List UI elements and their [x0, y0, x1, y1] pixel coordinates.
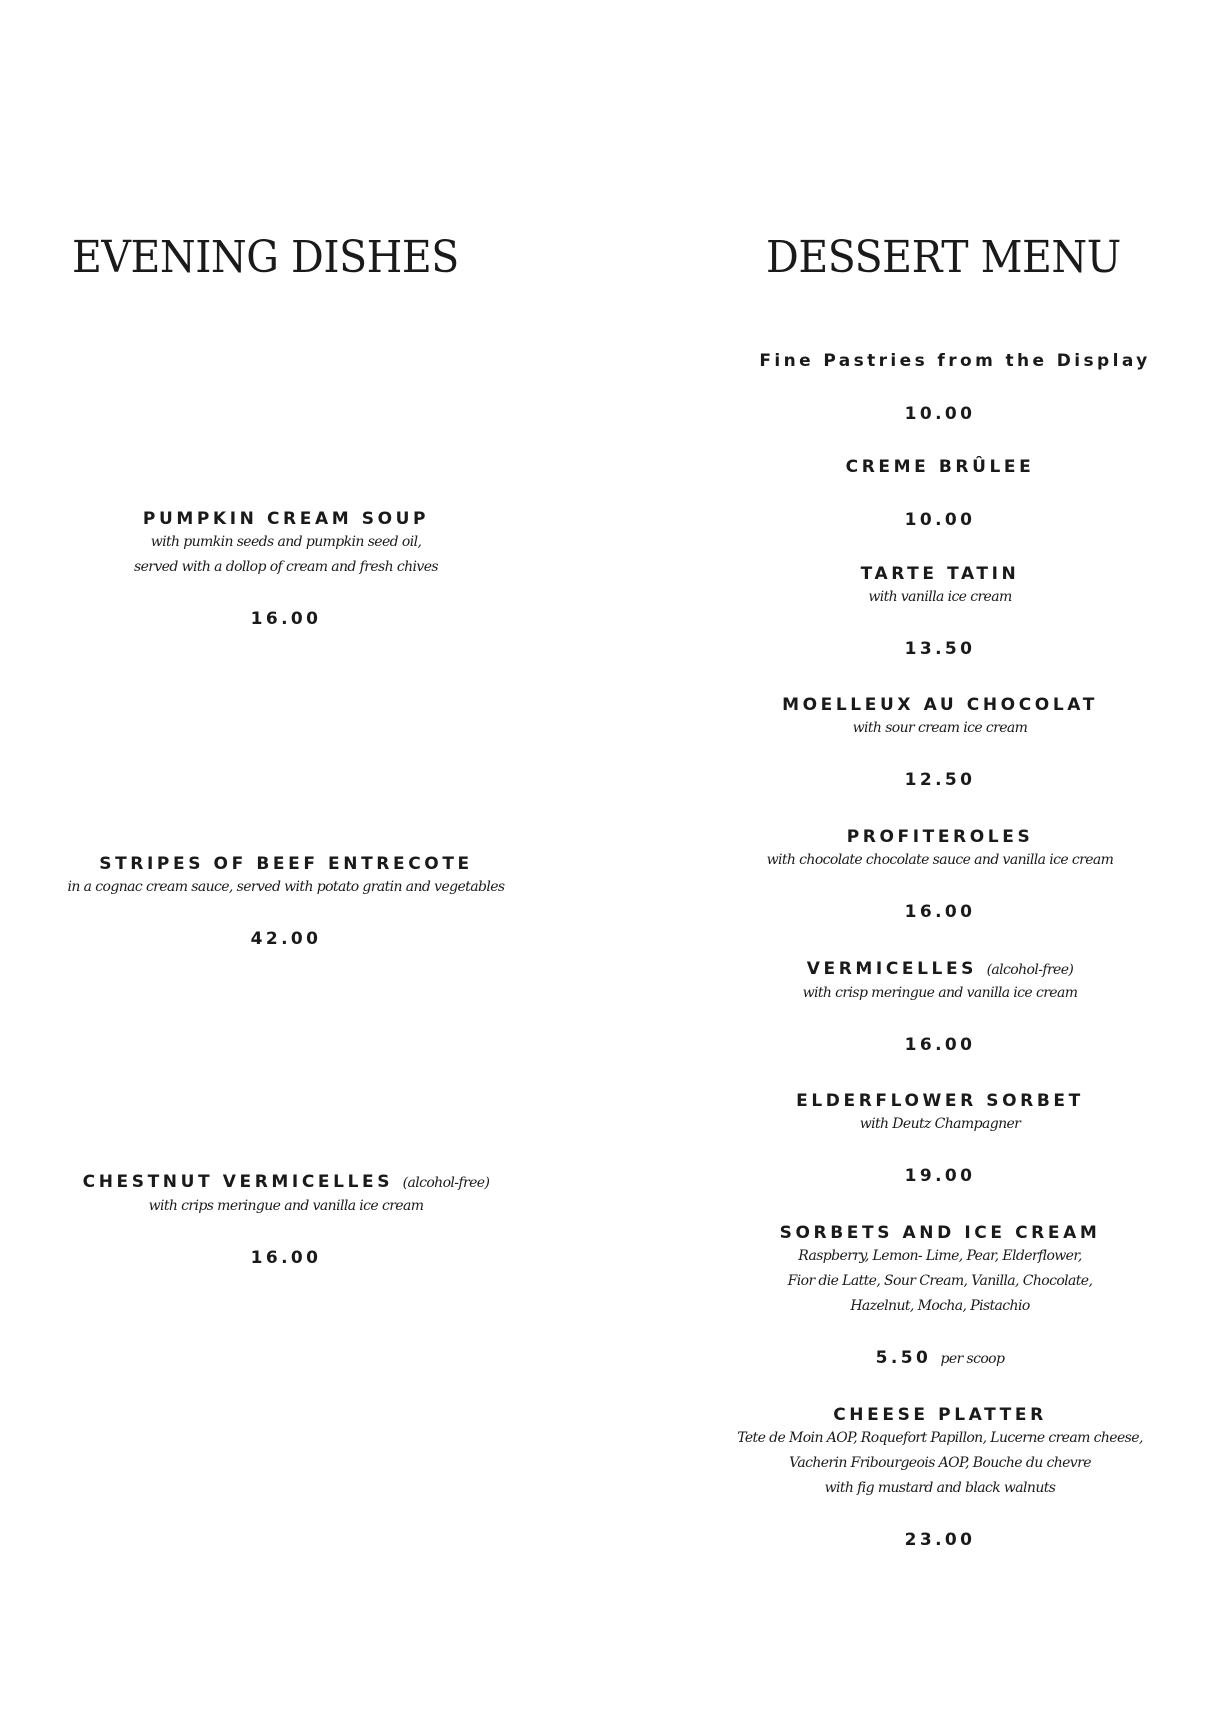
- item-description: with pumkin seeds and pumpkin seed oil,: [150, 534, 422, 550]
- menu-item-vermicelles: [700, 958, 1180, 1056]
- item-price: 16.00: [904, 1035, 976, 1055]
- item-description: with Deutz Champagner: [859, 1116, 1021, 1132]
- item-price: 10.00: [904, 404, 976, 424]
- item-description: Raspberry, Lemon- Lime, Pear, Elderflower,: [798, 1248, 1082, 1264]
- item-description: with crisp meringue and vanilla ice cream: [802, 985, 1078, 1001]
- menu-item-chestnut-vermicelles: [36, 1171, 536, 1269]
- item-inline-note: (alcohol-free): [986, 962, 1074, 978]
- item-name: Fine Pastries from the Display: [759, 351, 1151, 371]
- item-description: Vacherin Fribourgeois AOP, Bouche du chevre: [789, 1455, 1091, 1471]
- item-price: 23.00: [904, 1530, 976, 1550]
- item-description: Fior die Latte, Sour Cream, Vanilla, Chocolate,: [787, 1273, 1093, 1289]
- item-price: 42.00: [250, 929, 322, 949]
- item-description: Tete de Moin AOP, Roquefort Papillon, Lucerne cream cheese,: [737, 1430, 1143, 1446]
- item-description: with vanilla ice cream: [868, 589, 1012, 605]
- item-name: CHESTNUT VERMICELLES (alcohol-free): [82, 1172, 490, 1192]
- item-description: in a cognac cream sauce, served with potato gratin and vegetables: [67, 879, 505, 895]
- item-price-note: per scoop: [940, 1351, 1005, 1367]
- menu-item-elderflower-sorbet: [700, 1090, 1180, 1187]
- item-name: CREME BRÛLEE: [845, 457, 1035, 477]
- menu-item-beef-entrecote: [36, 853, 536, 950]
- menu-item-cheese-platter: [700, 1404, 1180, 1551]
- menu-item-creme-brulee: [700, 456, 1180, 531]
- item-price: 16.00: [904, 902, 976, 922]
- menu-item-pumpkin-cream-soup: [36, 508, 536, 630]
- menu-item-profiteroles: [700, 826, 1180, 923]
- menu-item-fine-pastries: [700, 350, 1180, 425]
- item-price: 10.00: [904, 510, 976, 530]
- item-description: with fig mustard and black walnuts: [824, 1480, 1056, 1496]
- menu-item-tarte-tatin: [700, 563, 1180, 660]
- item-inline-note: (alcohol-free): [402, 1175, 490, 1191]
- item-name: TARTE TATIN: [860, 564, 1020, 584]
- item-price: 16.00: [250, 609, 322, 629]
- item-description: Hazelnut, Mocha, Pistachio: [850, 1298, 1030, 1314]
- item-name: SORBETS AND ICE CREAM: [779, 1223, 1101, 1243]
- item-name: STRIPES OF BEEF ENTRECOTE: [99, 854, 473, 874]
- item-name: PUMPKIN CREAM SOUP: [142, 509, 430, 529]
- item-price: 19.00: [904, 1166, 976, 1186]
- menu-item-moelleux-au-chocolat: [700, 694, 1180, 791]
- evening-dishes-heading: EVENING DISHES: [72, 232, 459, 283]
- item-description: served with a dollop of cream and fresh chives: [134, 559, 438, 575]
- item-description: with chocolate chocolate sauce and vanilla ice cream: [766, 852, 1114, 868]
- item-name: MOELLEUX AU CHOCOLAT: [782, 695, 1098, 715]
- item-description: with crips meringue and vanilla ice cream: [148, 1198, 424, 1214]
- item-name: PROFITEROLES: [846, 827, 1034, 847]
- item-price: 13.50: [904, 639, 976, 659]
- item-price: 16.00: [250, 1248, 322, 1268]
- item-price: 12.50: [904, 770, 976, 790]
- item-name: CHEESE PLATTER: [833, 1405, 1047, 1425]
- item-description: with sour cream ice cream: [852, 720, 1028, 736]
- item-name: ELDERFLOWER SORBET: [796, 1091, 1084, 1111]
- item-name: VERMICELLES (alcohol-free): [806, 959, 1074, 979]
- item-price: 5.50 per scoop: [875, 1348, 1005, 1368]
- menu-item-sorbets-and-ice-cream: [700, 1222, 1180, 1370]
- dessert-menu-heading: DESSERT MENU: [766, 232, 1121, 283]
